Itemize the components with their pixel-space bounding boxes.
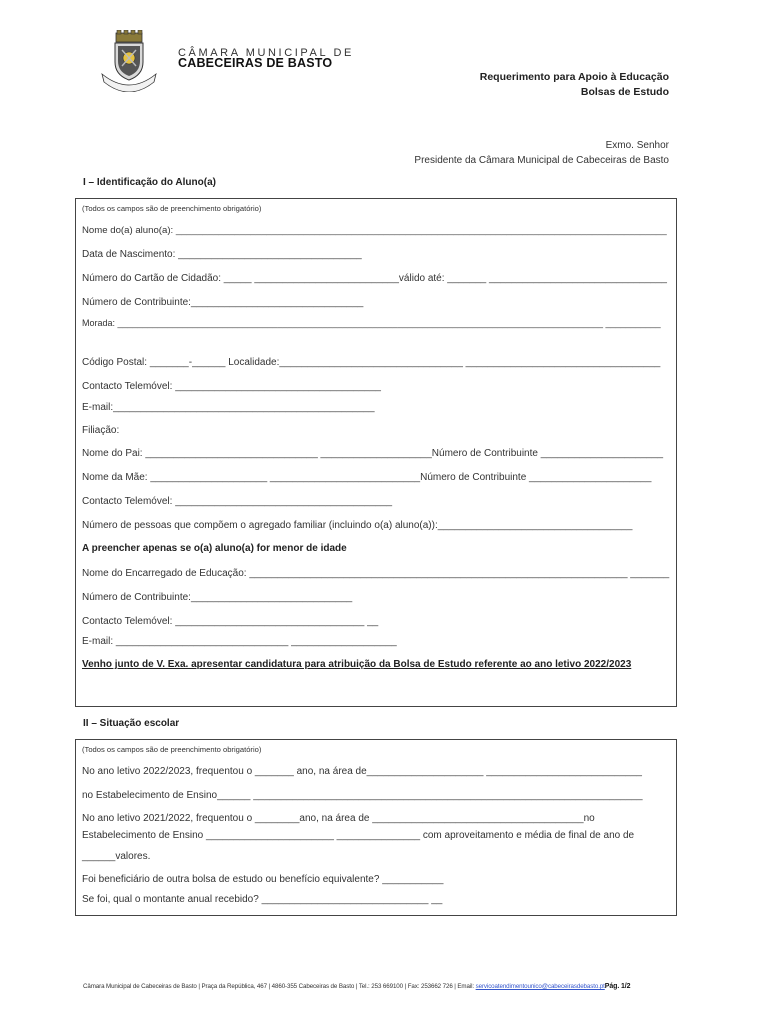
- mobile-contact-field[interactable]: Contacto Telemóvel: _____________________________________: [82, 381, 381, 392]
- section1-title: I – Identificação do Aluno(a): [83, 177, 216, 188]
- citizen-card-field[interactable]: Número do Cartão de Cidadão: _____ __________________________válido até: _______ ________________________________: [82, 273, 667, 284]
- guardian-taxpayer-field[interactable]: Número de Contribuinte:_____________________________: [82, 592, 353, 603]
- school-year-2022-field[interactable]: No ano letivo 2022/2023, frequentou o _______ ano, na área de_____________________ ____________________________: [82, 766, 642, 777]
- section2-note: (Todos os campos são de preenchimento obrigatório): [82, 745, 262, 754]
- school-establishment-field[interactable]: no Estabelecimento de Ensino______ ______________________________________________________________________: [82, 790, 643, 801]
- section1-note: (Todos os campos são de preenchimento obrigatório): [82, 204, 262, 213]
- taxpayer-number-field[interactable]: Número de Contribuinte:_______________________________: [82, 297, 364, 308]
- household-size-field[interactable]: Número de pessoas que compõem o agregado familiar (incluindo o(a) aluno(a)):___________________________________: [82, 520, 633, 531]
- mother-name-field[interactable]: Nome da Mãe: _____________________ ___________________________Número de Contribuinte ______________________: [82, 472, 652, 483]
- student-name-field[interactable]: Nome do(a) aluno(a): ____________________________________________________________________________________________: [82, 225, 667, 236]
- email-field[interactable]: E-mail:_______________________________________________: [82, 402, 375, 413]
- guardian-name-field[interactable]: Nome do Encarregado de Educação: ____________________________________________________________________ _______: [82, 568, 670, 579]
- school-year-2021-field[interactable]: No ano letivo 2021/2022, frequentou o ________ano, na área de ______________________________________no: [82, 813, 595, 824]
- application-statement: Venho junto de V. Exa. apresentar candidatura para atribuição da Bolsa de Estudo referente ao ano letivo 2022/2023: [82, 659, 632, 670]
- postal-code-field[interactable]: Código Postal: _______-______ Localidade:_________________________________ ___________________________________: [82, 357, 661, 368]
- final-grade-field[interactable]: ______valores.: [82, 851, 151, 862]
- school-establishment-2021-field[interactable]: Estabelecimento de Ensino _______________________ _______________ com aproveitamento e média de final de ano de: [82, 830, 635, 841]
- guardian-email-field[interactable]: E-mail: _______________________________ ___________________: [82, 636, 397, 647]
- addressee-line1: Exmo. Senhor: [605, 140, 669, 151]
- address-field[interactable]: Morada: _________________________________________________________________________________________________ ___________: [82, 318, 661, 328]
- annual-amount-field[interactable]: Se foi, qual o montante anual recebido? ______________________________ __: [82, 894, 443, 905]
- guardian-mobile-field[interactable]: Contacto Telemóvel: __________________________________ __: [82, 616, 379, 627]
- father-name-field[interactable]: Nome do Pai: _______________________________ ____________________Número de Contribuinte ______________________: [82, 448, 664, 459]
- filiation-label: Filiação:: [82, 425, 120, 436]
- document-title: [480, 70, 669, 100]
- footer-email-link[interactable]: servicoatendimentounico@cabeceirasdebasto.pt: [475, 983, 605, 990]
- page-number: Pág. 1/2: [604, 983, 631, 990]
- addressee-line2: Presidente da Câmara Municipal de Cabeceiras de Basto: [414, 155, 669, 166]
- document-title-line1: Requerimento para Apoio à Educação: [479, 71, 669, 83]
- birth-date-field[interactable]: Data de Nascimento: _________________________________: [82, 249, 362, 260]
- municipality-name-line1: CÂMARA MUNICIPAL DE: [178, 47, 354, 59]
- municipality-name-line2: CABECEIRAS DE BASTO: [178, 56, 333, 70]
- page-footer: [83, 983, 630, 990]
- minor-section-heading: A preencher apenas se o(a) aluno(a) for menor de idade: [82, 543, 347, 554]
- section2-title: II – Situação escolar: [83, 718, 180, 729]
- parents-mobile-field[interactable]: Contacto Telemóvel: _______________________________________: [82, 496, 393, 507]
- document-title-line2: Bolsas de Estudo: [580, 86, 669, 98]
- municipality-seal-logo: [100, 30, 158, 92]
- footer-contact-text: Câmara Municipal de Cabeceiras de Basto | Praça da República, 467 | 4860-355 Cabeceiras de Basto | Tel.: 253 669100 | Fax: 253662 726 | Email:: [83, 983, 476, 990]
- other-scholarship-field[interactable]: Foi beneficiário de outra bolsa de estudo ou benefício equivalente? ___________: [82, 874, 444, 885]
- addressee: [414, 138, 669, 168]
